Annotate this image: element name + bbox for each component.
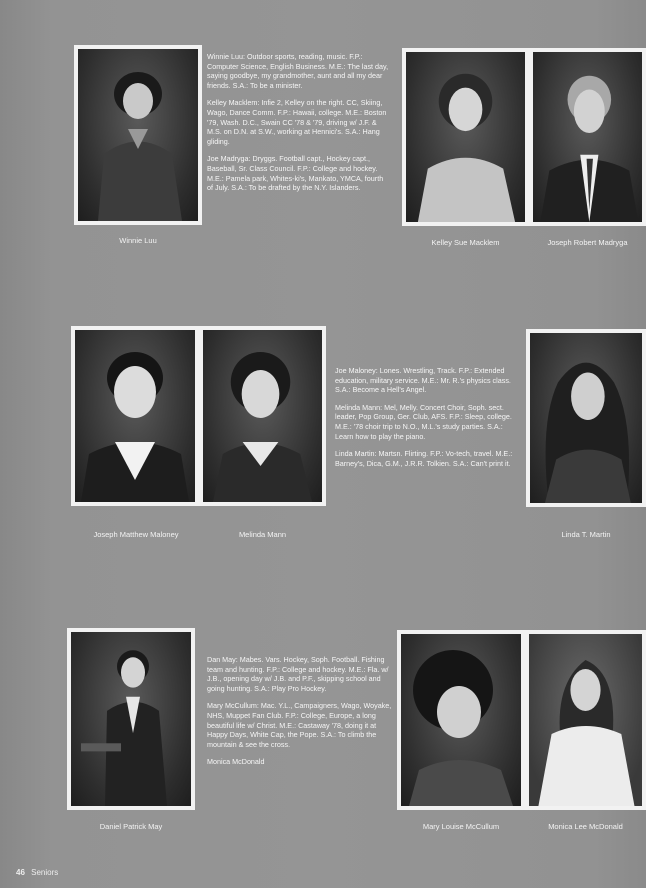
bio-joe-madryga: Joe Madryga: Dryggs. Football capt., Hockey capt., Baseball, Sr. Class Council. F.P.: College and hockey. M.E.: Pamela park, Whites-ki's, Mankato, YMCA, fourth of July. S.A.: To be drafted by the N.Y. Islanders.: [207, 154, 384, 193]
section-label: Seniors: [31, 868, 59, 877]
portrait-winnie-luu: [74, 45, 202, 225]
caption-daniel-may: Daniel Patrick May: [99, 822, 163, 831]
portrait-monica-mcdonald: [525, 630, 646, 810]
bio-joe-maloney: Joe Maloney: Lones. Wrestling, Track. F.P.: Extended education, military service. M.E.: Mr. R.'s physics class. S.A.: Become a Hell's Angel.: [335, 366, 511, 395]
portrait-daniel-may: [67, 628, 195, 810]
bio-kelley-macklem: Kelley Macklem: Infie 2, Kelley on the right. CC, Skiing, Wago, Dance Comm. F.P.: Hawaii, college. M.E.: Boston '79, Wash. D.C., Swain CC '78 & '79, driving w/ J.F. & M.S. on D.N. at S.W., working at Hennici's. S.A.: Hang gliding.: [207, 98, 387, 146]
portrait-melinda-mann: [199, 326, 326, 506]
portrait-linda-martin: [526, 329, 646, 507]
caption-monica-mcdonald: Monica Lee McDonald: [548, 822, 623, 831]
bio-monica-mcdonald: Monica McDonald: [207, 757, 265, 767]
caption-melinda-mann: Melinda Mann: [238, 530, 287, 539]
caption-mary-mccullum: Mary Louise McCullum: [422, 822, 500, 831]
bio-linda-martin: Linda Martin: Martsn. Flirting. F.P.: Vo-tech, travel. M.E.: Barney's, Dica, G.M., J.R.R. Tolkien. S.A.: Can't print it.: [335, 449, 513, 468]
bio-dan-may: Dan May: Mabes. Vars. Hockey, Soph. Football. Fishing team and hunting. F.P.: College and hockey. M.E.: Fla. w/ J.B., opening day w/ J.B. and P.F., skipping school and going hunting. S.A.: Play Pro Hockey.: [207, 655, 389, 693]
bio-block-2: [335, 366, 519, 476]
caption-joseph-madryga: Joseph Robert Madryga: [547, 238, 628, 247]
portrait-mary-mccullum: [397, 630, 525, 810]
portrait-joseph-madryga: [529, 48, 646, 226]
caption-joseph-maloney: Joseph Matthew Maloney: [93, 530, 179, 539]
caption-linda-martin: Linda T. Martin: [561, 530, 611, 539]
bio-mary-mccullum: Mary McCullum: Mac. Y.L., Campaigners, Wago, Woyake, NHS, Muppet Fan Club. F.P.: College, Europe, a long beautiful life w/ Christ. M.E.: Castaway '78, doing it at Happy Days, White Cap, the Pope. S.A.: To climb the mountain & see the cross.: [207, 701, 392, 749]
bio-block-3: [207, 655, 393, 775]
caption-winnie-luu: Winnie Luu: [119, 236, 157, 245]
page-number: 46: [16, 868, 25, 877]
bio-melinda-mann: Melinda Mann: Mel, Melly. Concert Choir, Soph. sect. leader, Pop Group, Ger. Club, AFS. F.P.: Sleep, college. M.E.: '78 choir trip to N.O., M.L.'s study parties. S.A.: Learn how to play the piano.: [335, 402, 512, 441]
portrait-kelley-macklem: [402, 48, 529, 226]
bio-winnie-luu: Winnie Luu: Outdoor sports, reading, music. F.P.: Computer Science, English Business. M.E.: The last day, saying goodbye, my grandmother, aunt and all my dear friends. S.A.: To be a minister.: [207, 52, 389, 90]
page-footer: [16, 868, 58, 877]
bio-block-1: [207, 52, 391, 201]
portrait-joseph-maloney: [71, 326, 199, 506]
caption-kelley-macklem: Kelley Sue Macklem: [431, 238, 500, 247]
